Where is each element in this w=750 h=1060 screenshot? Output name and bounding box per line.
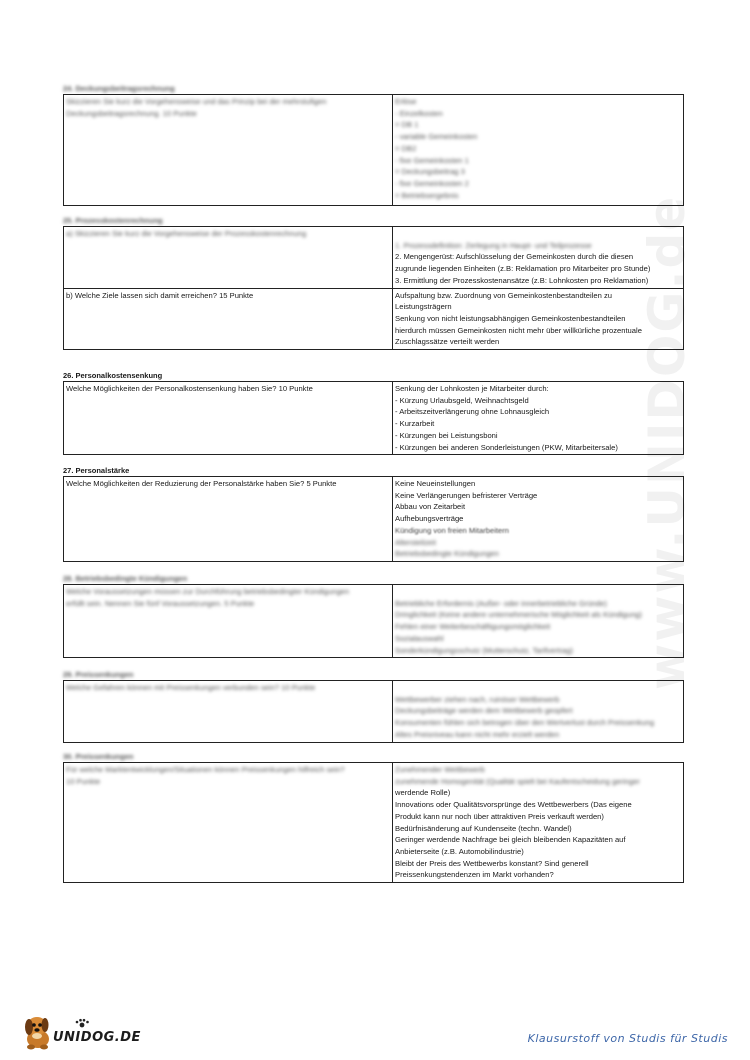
question-cell: Welche Gefahren können mit Preissenkungen verbunden sein? 10 Punkte (64, 681, 393, 743)
answer-cell: Wettbewerber ziehen nach, ruinöser Wettbewerb Deckungsbeiträge werden dem Wettbewerb geopfert Konsumenten fühlen sich betrogen über den Wertverlust durch Preissenkung Altes Preisniveau kann nicht mehr erzielt werden (393, 681, 684, 743)
table-row (64, 227, 684, 289)
section-title: 26. Personalkostensenkung (63, 371, 163, 380)
table-row (64, 681, 684, 743)
question-cell: Welche Möglichkeiten der Personalkostensenkung haben Sie? 10 Punkte (64, 382, 393, 455)
table-row (64, 585, 684, 658)
section-title: 27. Personalstärke (63, 466, 130, 475)
footer-tagline: Klausurstoff von Studis für Studis (527, 1032, 728, 1045)
section-28 (63, 574, 684, 658)
table-row (64, 288, 684, 350)
section-24 (63, 84, 684, 206)
qa-table (63, 226, 684, 350)
watermark: www.UNIDOG.de (638, 194, 696, 690)
answer-cell: Aufspaltung bzw. Zuordnung von Gemeinkostenbestandteilen zu Leistungsträgern Senkung von nicht leistungsabhängigen Gemeinkostenbestandteilen hierdurch müssen Gemeinkosten nicht mehr über willkürliche prozentuale Zuschlagssätze verteilt werden (393, 288, 684, 350)
question-cell: b) Welche Ziele lassen sich damit erreichen? 15 Punkte (64, 288, 393, 350)
section-title: 25. Prozesskostenrechnung (63, 216, 163, 225)
table-row (64, 382, 684, 455)
section-27 (63, 466, 684, 562)
qa-table (63, 381, 684, 455)
logo-text: UNIDOG.DE (53, 1030, 141, 1045)
section-title: 24. Deckungsbeitragsrechnung (63, 84, 175, 93)
qa-table (63, 680, 684, 743)
question-cell: Für welche Marktentwicklungen/Situationen können Preissenkungen hilfreich sein? 10 Punkte (64, 763, 393, 883)
answer-cell: Keine Neueinstellungen Keine Verlängerungen befristerer Verträge Abbau von Zeitarbeit Aufhebungsverträge Kündigung von freien Mitarbeitern Altersteilzeit Betriebsbedingte Kündigungen (393, 477, 684, 562)
section-26 (63, 371, 684, 455)
section-29 (63, 670, 684, 743)
table-row (64, 763, 684, 883)
qa-table (63, 584, 684, 658)
question-cell: a) Skizzieren Sie kurz die Vorgehensweise der Prozesskostenrechnung (64, 227, 393, 289)
question-cell: Welche Möglichkeiten der Reduzierung der Personalstärke haben Sie? 5 Punkte (64, 477, 393, 562)
answer-cell: Zunehmender Wettbewerb zunehmende Homogenität (Qualität spielt bei Kaufentscheidung geringer werdende Rolle) Innovations oder Qualitätsvorsprünge des Wettbewerbers (Das eigene Produkt kann nur noch über attraktiven Preis verkauft werden) Bedürfnisänderung auf Kundenseite (techn. Wandel) Geringer werdende Nachfrage bei gleich bleibenden Kapazitäten auf Anbieterseite (z.B. Automobilindustrie) Bleibt der Preis des Wettbewerbs konstant? Sind generell Preissenkungstendenzen im Markt vorhanden? (393, 763, 684, 883)
answer-cell: Senkung der Lohnkosten je Mitarbeiter durch: - Kürzung Urlaubsgeld, Weihnachtsgeld - Arbeitszeitverlängerung ohne Lohnausgleich - Kurzarbeit - Kürzungen bei Leistungsboni - Kürzungen bei anderen Sonderleistungen (PKW, Mitarbeitersale) (393, 382, 684, 455)
paw-icon (76, 1019, 89, 1028)
table-row (64, 477, 684, 562)
section-title: 28. Betriebsbedingte Kündigungen (63, 574, 188, 583)
section-title: 30. Preissenkungen (63, 752, 134, 761)
question-cell: Welche Voraussetzungen müssen zur Durchführung betriebsbedingter Kündigungen erfüllt sein. Nennen Sie fünf Voraussetzungen. 5 Punkte (64, 585, 393, 658)
section-30 (63, 752, 684, 883)
answer-cell: 1. Prozessdefinition: Zerlegung in Haupt- und Teilprozesse 2. Mengengerüst: Aufschlüsselung der Gemeinkosten durch die diesen zugrunde liegenden Einheiten (z.B: Reklamation pro Mitarbeiter pro Stunde) 3. Ermittlung der Prozesskostenansätze (z.B: Lohnkosten pro Reklamation) (393, 227, 684, 289)
qa-table (63, 762, 684, 883)
section-title: 29. Preissenkungen (63, 670, 134, 679)
question-cell: Skizzieren Sie kurz die Vorgehensweise und das Prinzip bei der mehrstufigen Deckungsbeitragsrechnung. 10 Punkte (64, 95, 393, 206)
dog-icon (25, 1017, 49, 1050)
answer-cell: Erlöse - Einzelkosten = DB 1 - variable Gemeinkosten = DB2 - fixe Gemeinkosten 1 = Deckungsbeitrag 3 - fixe Gemeinkosten 2 = Betriebsergebnis (393, 95, 684, 206)
qa-table (63, 94, 684, 206)
qa-table (63, 476, 684, 562)
section-25 (63, 216, 684, 350)
table-row (64, 95, 684, 206)
answer-cell: Betriebliche Erfordernis (Außer- oder innerbetriebliche Gründe) Dringlichkeit (Keine andere unternehmerische Möglichkeit als Kündigung) Fehlen einer Weiterbeschäftigungsmöglichkeit Sozialauswahl Sonderkündigungsschutz (Mutterschutz, Tarifvertrag) (393, 585, 684, 658)
